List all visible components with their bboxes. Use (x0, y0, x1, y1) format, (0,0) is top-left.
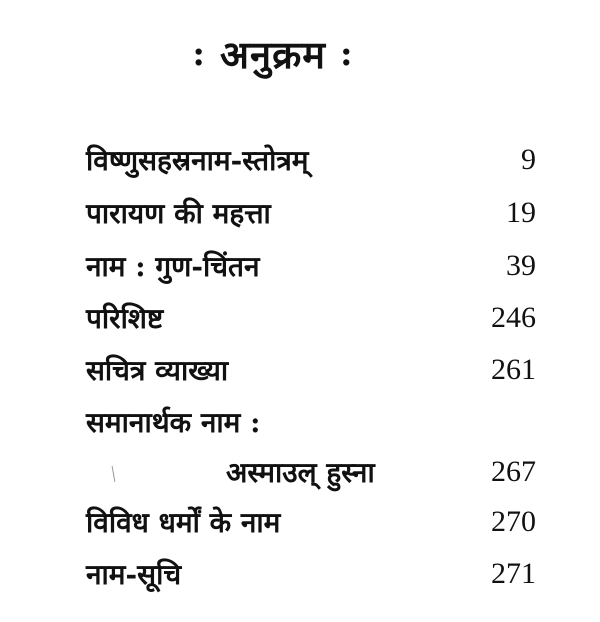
toc-entry[interactable] (86, 450, 536, 494)
toc-entry-title: विविध धर्मों के नाम (86, 506, 281, 539)
heading-title: अनुक्रम (219, 32, 327, 77)
toc-entry-page: 261 (491, 353, 536, 386)
toc-entry-page: 9 (521, 143, 536, 176)
toc-entry-title: विष्णुसहस्रनाम-स्तोत्रम् (86, 144, 309, 177)
toc-entry-title: अस्माउल् हुस्ना (226, 456, 375, 489)
toc-entry-page: 19 (506, 196, 536, 229)
heading-colon-left: : (192, 34, 206, 74)
toc-entry[interactable] (86, 552, 536, 596)
toc-entry-page: 39 (506, 249, 536, 282)
toc-entry[interactable] (86, 500, 536, 544)
toc-entry-page: 271 (491, 557, 536, 590)
toc-entry[interactable] (86, 191, 536, 235)
toc-entry[interactable] (86, 244, 536, 288)
toc-entry-title: सचित्र व्याख्या (86, 354, 229, 387)
toc-entry[interactable] (86, 138, 536, 182)
toc-entry[interactable] (86, 348, 536, 392)
toc-entry[interactable] (86, 296, 536, 340)
toc-entry-title: परिशिष्ट (86, 302, 164, 335)
toc-entry-title: नाम-सूचि (86, 558, 182, 591)
toc-group-label: समानार्थक नाम : (86, 406, 261, 439)
toc-entry-title: पारायण की महत्ता (86, 197, 271, 230)
heading-colon-right: : (340, 34, 354, 74)
contents-heading (168, 26, 378, 82)
toc-entry-title: नाम : गुण-चिंतन (86, 250, 260, 283)
toc-entry-page: 270 (491, 505, 536, 538)
toc-entry-page: 246 (491, 301, 536, 334)
toc-entry-page: 267 (491, 455, 536, 488)
